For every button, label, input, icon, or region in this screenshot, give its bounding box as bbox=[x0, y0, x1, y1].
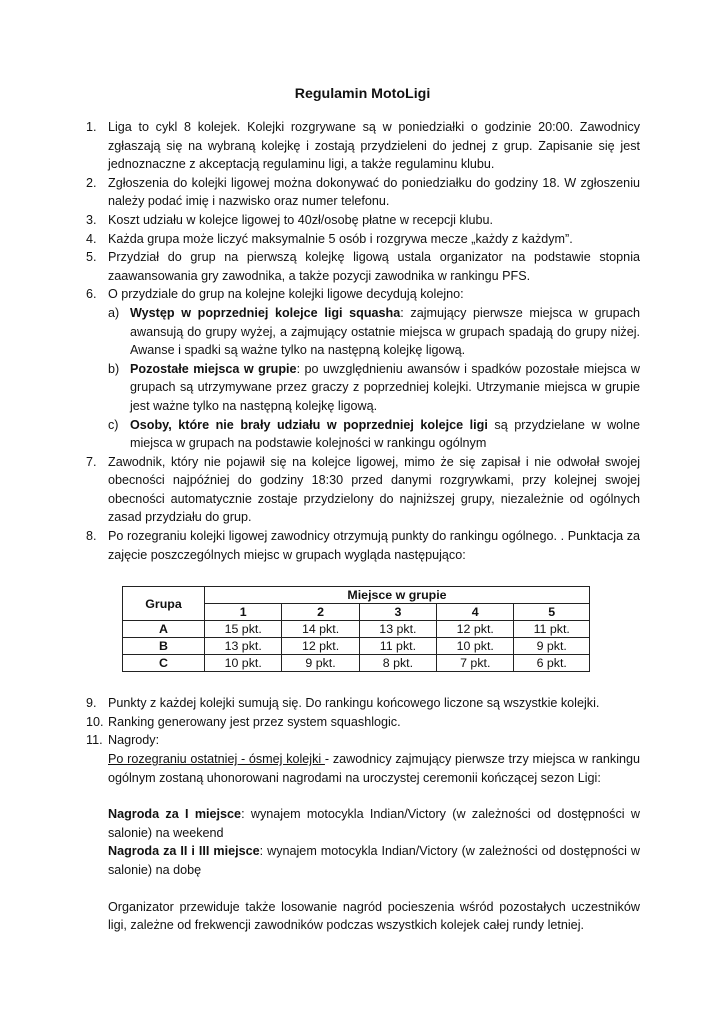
group-column-header: Grupa bbox=[123, 587, 205, 621]
rule-text: Zawodnik, który nie pojawił się na kolejce ligowej, mimo że się zapisał i nie odwołał swojej obecności najpóźniej do godziny 18:30 przed danymi rozgrywkami, przy kolejnej swojej obecności automatycznie zostaje przydzielony do najniższej grupy, niezależnie od ogólnych zasad przydziału do grup. bbox=[108, 454, 640, 525]
rule-text: Zgłoszenia do kolejki ligowej można dokonywać do poniedziałku do godziny 18. W zgłoszeniu należy podać imię i nazwisko oraz numer telefonu. bbox=[108, 175, 640, 209]
prizes-intro-underlined: Po rozegraniu ostatniej - ósmej kolejki bbox=[108, 752, 325, 767]
rule-text: Koszt udziału w kolejce ligowej to 40zł/osobę płatne w recepcji klubu. bbox=[108, 212, 494, 227]
points-cell: 12 pkt. bbox=[437, 621, 514, 638]
sub-rule-item bbox=[108, 416, 640, 453]
points-cell: 11 pkt. bbox=[359, 638, 436, 655]
rule-text: Liga to cykl 8 kolejek. Kolejki rozgrywane są w poniedziałki o godzinie 20:00. Zawodnicy zgłaszają się na wybraną kolejkę i zostają przydzieleni do jednej z grup. Zapisanie się jest jednoznaczne z akceptacją regulaminu ligi, a także regulaminu klubu. bbox=[108, 120, 640, 172]
place-header: 1 bbox=[205, 604, 282, 621]
prizes-intro-text: - zawodnicy zajmujący pierwsze trzy miejsca w rankingu ogólnym zostaną uhonorowani nagrodami na uroczystej ceremonii kończącej sezon Ligi: bbox=[108, 752, 640, 785]
regulations-content bbox=[86, 118, 640, 935]
points-cell: 9 pkt. bbox=[514, 638, 590, 655]
sub-rule-heading: Osoby, które nie brały udziału w poprzedniej kolejce ligi bbox=[130, 417, 488, 432]
group-cell: A bbox=[123, 621, 205, 638]
points-cell: 14 pkt. bbox=[282, 621, 359, 638]
points-cell: 11 pkt. bbox=[514, 621, 590, 638]
points-cell: 8 pkt. bbox=[359, 655, 436, 672]
rule-item bbox=[86, 248, 640, 285]
points-table-wrapper bbox=[122, 586, 640, 672]
sub-rule-item bbox=[108, 304, 640, 360]
sub-rule-heading: Pozostałe miejsca w grupie bbox=[130, 361, 297, 376]
sub-rule-heading: Występ w poprzedniej kolejce ligi squasha bbox=[130, 305, 401, 320]
rule-number: 10. bbox=[86, 714, 104, 729]
points-cell: 13 pkt. bbox=[205, 638, 282, 655]
rule-text: Nagrody: bbox=[108, 733, 160, 748]
rule-number: 9. bbox=[86, 696, 97, 711]
second-prize bbox=[108, 842, 640, 879]
group-cell: C bbox=[123, 655, 205, 672]
sub-rule-text: : zajmujący pierwsze miejsca w grupach awansują do grupy wyżej, a zajmujący ostatnie miejsca w grupach spadają do grupy niżej. Awanse i spadki są ważne tylko na następną kolejkę ligową. bbox=[130, 305, 640, 358]
table-header-row bbox=[123, 587, 590, 604]
sub-rule-letter: b) bbox=[108, 361, 120, 376]
rule-number: 8. bbox=[86, 529, 97, 544]
rule-item bbox=[86, 174, 640, 211]
first-prize bbox=[108, 805, 640, 842]
points-cell: 13 pkt. bbox=[359, 621, 436, 638]
rules-list-continued bbox=[86, 694, 640, 935]
second-prize-label: Nagroda za II i III miejsce bbox=[108, 844, 260, 859]
rule-text: Ranking generowany jest przez system squashlogic. bbox=[108, 714, 401, 729]
rule-text: Po rozegraniu kolejki ligowej zawodnicy otrzymują punkty do rankingu ogólnego. . Punktacja za zajęcie poszczególnych miejsc w grupach wygląda następująco: bbox=[108, 529, 640, 562]
sub-rule-text: są przydzielane w wolne miejsca w grupach na podstawie kolejności w rankingu ogólnym bbox=[130, 417, 640, 451]
prizes-intro bbox=[108, 750, 640, 787]
rule-item bbox=[86, 230, 640, 249]
rule-number: 4. bbox=[86, 231, 97, 246]
rule-item bbox=[86, 731, 640, 934]
rule-text: Każda grupa może liczyć maksymalnie 5 osób i rozgrywa mecze „każdy z każdym”. bbox=[108, 231, 573, 246]
rules-list bbox=[86, 118, 640, 564]
page-title: Regulamin MotoLigi bbox=[294, 86, 431, 102]
rule-number: 6. bbox=[86, 287, 97, 302]
first-prize-label: Nagroda za I miejsce bbox=[108, 807, 242, 822]
rule-number: 3. bbox=[86, 212, 97, 227]
rule-text: O przydziale do grup na kolejne kolejki ligowe decydują kolejno: bbox=[108, 287, 464, 302]
rule-number: 1. bbox=[86, 120, 97, 134]
points-cell: 9 pkt. bbox=[282, 655, 359, 672]
first-prize-text: : wynajem motocykla Indian/Victory (w zależności od dostępności w salonie) na weekend bbox=[108, 807, 640, 840]
points-cell: 10 pkt. bbox=[205, 655, 282, 672]
rule-item bbox=[86, 713, 640, 732]
rule-text: Punkty z każdej kolejki sumują się. Do rankingu końcowego liczone są wszystkie kolejki. bbox=[108, 696, 600, 711]
points-cell: 7 pkt. bbox=[437, 655, 514, 672]
rule-number: 5. bbox=[86, 250, 97, 265]
table-row bbox=[123, 638, 590, 655]
sub-rules-list bbox=[108, 304, 640, 453]
place-header: 3 bbox=[359, 604, 436, 621]
rule-item bbox=[86, 453, 640, 527]
rule-number: 7. bbox=[86, 454, 97, 469]
rule-item bbox=[86, 527, 640, 564]
group-cell: B bbox=[123, 638, 205, 655]
sub-rule-letter: a) bbox=[108, 305, 120, 320]
rule-item bbox=[86, 118, 640, 174]
second-prize-text: : wynajem motocykla Indian/Victory (w zależności od dostępności w salonie) na dobę bbox=[108, 844, 640, 877]
place-header: 4 bbox=[437, 604, 514, 621]
points-cell: 6 pkt. bbox=[514, 655, 590, 672]
rule-item bbox=[86, 285, 640, 452]
closing-note: Organizator przewiduje także losowanie nagród pocieszenia wśród pozostałych uczestników ligi, zależne od frekwencji zawodników podczas wszystkich kolejek całej rundy letniej. bbox=[108, 899, 640, 933]
rule-number: 11. bbox=[86, 733, 103, 748]
points-table bbox=[122, 586, 590, 672]
rule-text: Przydział do grup na pierwszą kolejkę ligową ustala organizator na podstawie stopnia zaawansowania gry zawodnika, a także pozycji zawodnika w rankingu PFS. bbox=[108, 250, 640, 283]
sub-rule-text: : po uwzględnieniu awansów i spadków pozostałe miejsca w grupach są utrzymywane przez graczy z poprzedniej kolejki. Utrzymanie miejsca w grupie jest ważne tylko na następną kolejkę ligową. bbox=[130, 361, 640, 413]
points-cell: 15 pkt. bbox=[205, 621, 282, 638]
points-cell: 12 pkt. bbox=[282, 638, 359, 655]
sub-rule-letter: c) bbox=[108, 417, 119, 432]
place-header: 5 bbox=[514, 604, 590, 621]
table-row bbox=[123, 621, 590, 638]
rule-item bbox=[86, 211, 640, 230]
sub-rule-item bbox=[108, 360, 640, 416]
rule-item bbox=[86, 694, 640, 713]
table-row bbox=[123, 655, 590, 672]
rule-number: 2. bbox=[86, 175, 97, 190]
place-column-header: Miejsce w grupie bbox=[205, 587, 590, 604]
points-cell: 10 pkt. bbox=[437, 638, 514, 655]
place-header: 2 bbox=[282, 604, 359, 621]
